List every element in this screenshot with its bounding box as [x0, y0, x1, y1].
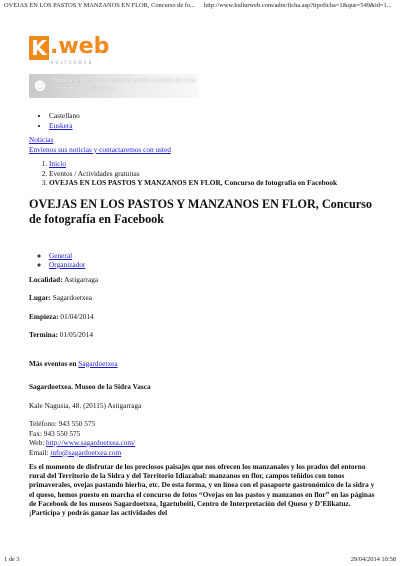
language-castellano: • Castellano	[49, 111, 379, 121]
more-events-row: Más eventos en Sagardoetxea	[29, 358, 118, 368]
contact-link[interactable]: Envíenos sus noticias y contactaremos con usted	[29, 144, 171, 154]
logo-subtitle: KULTURWEB	[51, 60, 94, 65]
venue-name: Sagardoetxea. Museo de la Sidra Vasca	[29, 382, 151, 391]
print-header-title: OVEJAS EN LOS PASTOS Y MANZANOS EN FLOR, Concurso de fo...	[4, 2, 195, 9]
breadcrumb	[29, 159, 379, 188]
page-title: OVEJAS EN LOS PASTOS Y MANZANOS EN FLOR, Concurso de fotografía en Facebook	[29, 196, 372, 226]
event-description: Es el momento de disfrutar de los preciosos paisajes que nos ofrecen los manzanales y los prados del entorno rural del Territorio de la Sidra y del Territorio Idiazabal: manzanos en flor, campos teñidos con tonos primaverales, ovejas pastando hierba, etc. De esta forma, y en línea con el pasaporte gastronómico de la sidra y el queso, hemos puesto en marcha el concurso de fotos “Ovejas en los pastos y manzanos en flor” en las páginas de Facebook de los museos Sagardoetxea, Igartubeiti, Centro de Interpretación del Queso y D’Elikatuz. ¡Participa y podrás ganar las actividades del	[29, 462, 375, 518]
venue-email-row: Email: info@sagardoetxea.com	[29, 447, 122, 457]
termina-row: Termina: 01/05/2014	[29, 330, 93, 339]
venue-web-link[interactable]: http://www.sagardoetxea.com/	[46, 438, 136, 447]
detail-tabs	[29, 251, 379, 270]
logo-letter: K	[29, 36, 49, 60]
more-events-link[interactable]: Sagardoetxea	[78, 358, 118, 368]
kulturweb-logo[interactable]	[29, 34, 119, 64]
theater-masks-icon: ☻	[33, 79, 47, 93]
venue-address: Kale Nagusia, 48. (20115) Astigarraga	[29, 400, 142, 410]
main-content	[29, 111, 379, 517]
termina-value: 01/05/2014	[59, 330, 93, 339]
print-footer-page: 1 de 3	[4, 556, 20, 563]
news-link[interactable]: Noticias	[29, 135, 54, 144]
breadcrumb-current: 3. OVEJAS EN LOS PASTOS Y MANZANOS EN FLOR, Concurso de fotografía en Facebook	[49, 178, 379, 188]
tab-organizador[interactable]: Organizador	[49, 260, 86, 269]
language-list	[29, 111, 379, 130]
language-euskera-link[interactable]: Euskera	[49, 120, 73, 130]
breadcrumb-home-link[interactable]: Inicio	[49, 159, 67, 168]
lugar-row: Lugar: Sagardoetxea	[29, 293, 93, 302]
print-footer-datetime: 29/04/2014 10:58	[350, 556, 396, 563]
lugar-value: Sagardoetxea	[52, 293, 93, 302]
print-header-url: http://www.kulturweb.com/adm/ficha.asp?tipoficha=1&que=549&id=1...	[204, 2, 392, 9]
logo-word: .web	[50, 34, 110, 59]
venue-web-row: Web: http://www.sagardoetxea.com/	[29, 438, 136, 447]
print-footer	[0, 554, 400, 566]
site-banner	[29, 34, 199, 94]
print-header	[0, 0, 400, 12]
venue-phone: Teléfono: 943 550 575	[29, 419, 96, 428]
venue-email-link[interactable]: info@sagardoetxea.com	[50, 447, 122, 457]
tagline-box	[29, 74, 199, 98]
venue-fax: Fax: 943 550 575	[29, 428, 81, 438]
breadcrumb-category: 2. Eventos / Actividades gratuitas	[49, 169, 379, 179]
tagline: Toda la información sobre la oferta cultural de ocio y turismo en Gipuzkoa.	[53, 78, 196, 92]
tab-general[interactable]: General	[49, 250, 73, 260]
localidad-row: Localidad: Astigarraga	[29, 274, 99, 284]
localidad-value: Astigarraga	[64, 274, 99, 284]
empieza-value: 01/04/2014	[60, 311, 94, 321]
empieza-row: Empieza: 01/04/2014	[29, 311, 94, 321]
